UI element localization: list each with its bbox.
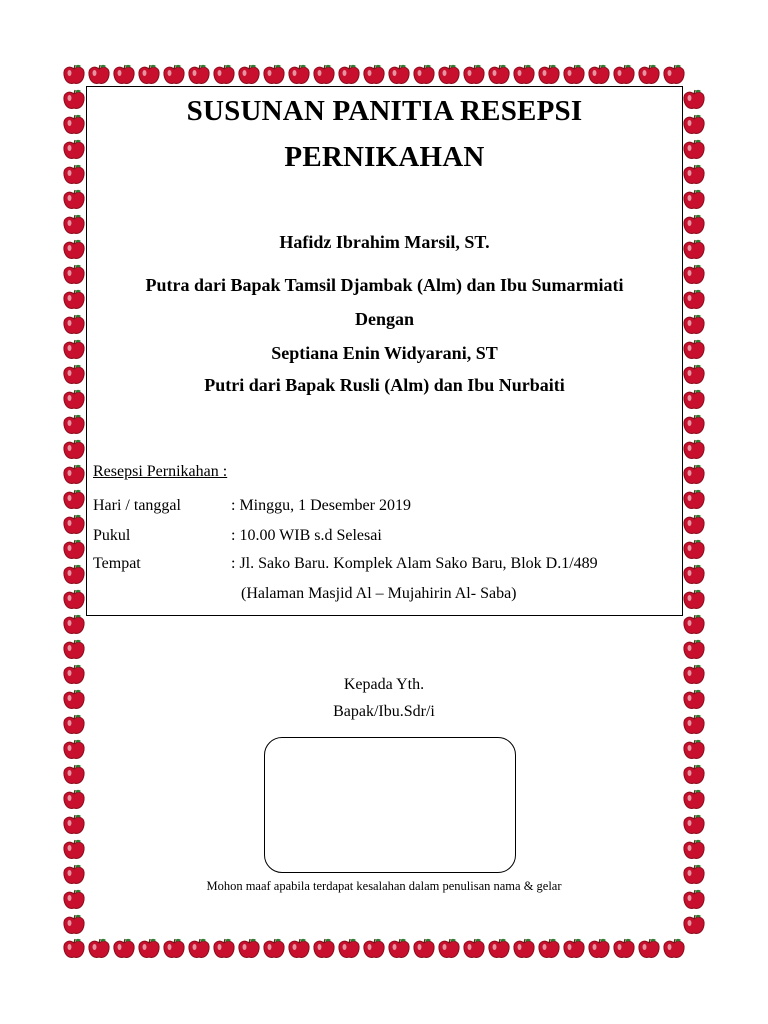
apple-icon: [682, 464, 706, 486]
apple-icon: [62, 214, 86, 236]
apple-icon: [62, 589, 86, 611]
apple-icon: [237, 64, 261, 86]
conjunction-text: Dengan: [354, 309, 414, 329]
apple-icon: [562, 938, 586, 960]
apple-icon: [62, 264, 86, 286]
event-row-label: Hari / tanggal: [93, 497, 181, 514]
apple-icon: [512, 938, 536, 960]
footnote-apology: Mohon maaf apabila terdapat kesalahan dalam penulisan nama & gelar: [206, 879, 562, 893]
apple-icon: [682, 164, 706, 186]
apple-icon: [62, 339, 86, 361]
apple-icon: [682, 764, 706, 786]
apple-icon: [682, 139, 706, 161]
apple-icon: [682, 214, 706, 236]
apple-icon: [437, 64, 461, 86]
apple-icon: [682, 814, 706, 836]
apple-icon: [62, 89, 86, 111]
apple-icon: [137, 64, 161, 86]
apple-icon: [87, 938, 111, 960]
apple-icon: [387, 64, 411, 86]
apple-icon: [62, 114, 86, 136]
apple-icon: [312, 938, 336, 960]
apple-icon: [337, 64, 361, 86]
apple-icon: [682, 539, 706, 561]
apple-icon: [212, 938, 236, 960]
apple-icon: [662, 938, 686, 960]
apple-icon: [62, 414, 86, 436]
apple-icon: [62, 314, 86, 336]
apple-icon: [62, 64, 86, 86]
apple-icon: [62, 239, 86, 261]
page-title-line-2: PERNIKAHAN: [284, 141, 485, 173]
apple-icon: [682, 564, 706, 586]
apple-icon: [62, 914, 86, 936]
apple-icon: [682, 339, 706, 361]
apple-icon: [62, 139, 86, 161]
apple-icon: [312, 64, 336, 86]
apple-icon: [682, 89, 706, 111]
apple-icon: [662, 64, 686, 86]
apple-icon: [587, 938, 611, 960]
apple-icon: [187, 938, 211, 960]
recipient-greeting: Kepada Yth.: [343, 676, 425, 693]
apple-icon: [682, 114, 706, 136]
apple-icon: [212, 64, 236, 86]
apple-icon: [612, 938, 636, 960]
apple-icon: [682, 589, 706, 611]
apple-icon: [262, 938, 286, 960]
apple-icon: [562, 64, 586, 86]
bride-name: Septiana Enin Widyarani, ST: [271, 343, 498, 363]
apple-icon: [112, 64, 136, 86]
apple-icon: [462, 938, 486, 960]
apple-icon: [62, 464, 86, 486]
apple-icon: [62, 764, 86, 786]
apple-icon: [682, 239, 706, 261]
apple-icon: [62, 639, 86, 661]
apple-icon: [62, 814, 86, 836]
apple-icon: [682, 364, 706, 386]
apple-icon: [637, 938, 661, 960]
apple-icon: [62, 614, 86, 636]
event-row-label: Tempat: [93, 555, 141, 572]
apple-icon: [137, 938, 161, 960]
apple-icon: [682, 639, 706, 661]
event-row-value: : Jl. Sako Baru. Komplek Alam Sako Baru, Blok D.1/489: [231, 555, 598, 572]
apple-icon: [162, 938, 186, 960]
event-row-label: Pukul: [93, 527, 131, 544]
apple-icon: [682, 489, 706, 511]
apple-icon: [62, 389, 86, 411]
apple-icon: [437, 938, 461, 960]
event-row-value: : 10.00 WIB s.d Selesai: [231, 527, 382, 544]
apple-icon: [362, 938, 386, 960]
apple-icon: [62, 364, 86, 386]
apple-icon: [62, 938, 86, 960]
event-heading: Resepsi Pernikahan :: [93, 463, 228, 480]
page-title-line-1: SUSUNAN PANITIA RESEPSI: [186, 95, 583, 127]
apple-icon: [612, 64, 636, 86]
apple-icon: [682, 264, 706, 286]
apple-icon: [62, 289, 86, 311]
apple-icon: [162, 64, 186, 86]
event-row-value: : Minggu, 1 Desember 2019: [231, 497, 411, 514]
apple-icon: [62, 739, 86, 761]
place-note: (Halaman Masjid Al – Mujahirin Al- Saba): [241, 585, 517, 602]
apple-icon: [682, 414, 706, 436]
groom-name: Hafidz Ibrahim Marsil, ST.: [279, 232, 490, 252]
apple-icon: [112, 938, 136, 960]
apple-icon: [682, 614, 706, 636]
apple-icon: [512, 64, 536, 86]
apple-icon: [587, 64, 611, 86]
apple-icon: [62, 164, 86, 186]
apple-icon: [87, 64, 111, 86]
groom-parents: Putra dari Bapak Tamsil Djambak (Alm) dan Ibu Sumarmiati: [145, 275, 624, 295]
apple-icon: [337, 938, 361, 960]
apple-icon: [62, 539, 86, 561]
apple-icon: [412, 938, 436, 960]
apple-icon: [487, 938, 511, 960]
apple-icon: [412, 64, 436, 86]
apple-icon: [682, 189, 706, 211]
apple-icon: [682, 514, 706, 536]
apple-icon: [62, 839, 86, 861]
apple-icon: [487, 64, 511, 86]
apple-icon: [362, 64, 386, 86]
apple-icon: [387, 938, 411, 960]
apple-icon: [62, 189, 86, 211]
apple-icon: [287, 64, 311, 86]
bride-parents: Putri dari Bapak Rusli (Alm) dan Ibu Nurbaiti: [204, 375, 565, 395]
apple-icon: [287, 938, 311, 960]
apple-icon: [682, 314, 706, 336]
apple-icon: [262, 64, 286, 86]
apple-icon: [237, 938, 261, 960]
invitation-info-box: [86, 86, 683, 616]
apple-icon: [62, 789, 86, 811]
apple-icon: [62, 514, 86, 536]
apple-icon: [682, 439, 706, 461]
apple-icon: [187, 64, 211, 86]
apple-icon: [462, 64, 486, 86]
apple-icon: [62, 439, 86, 461]
apple-icon: [682, 789, 706, 811]
apple-icon: [682, 289, 706, 311]
apple-icon: [682, 739, 706, 761]
apple-icon: [62, 489, 86, 511]
apple-icon: [537, 938, 561, 960]
recipient-salutation: Bapak/Ibu.Sdr/i: [333, 703, 435, 720]
apple-icon: [62, 564, 86, 586]
apple-icon: [682, 389, 706, 411]
apple-icon: [637, 64, 661, 86]
apple-icon: [682, 839, 706, 861]
apple-icon: [537, 64, 561, 86]
apple-icon: [682, 914, 706, 936]
recipient-name-box: [264, 737, 516, 873]
